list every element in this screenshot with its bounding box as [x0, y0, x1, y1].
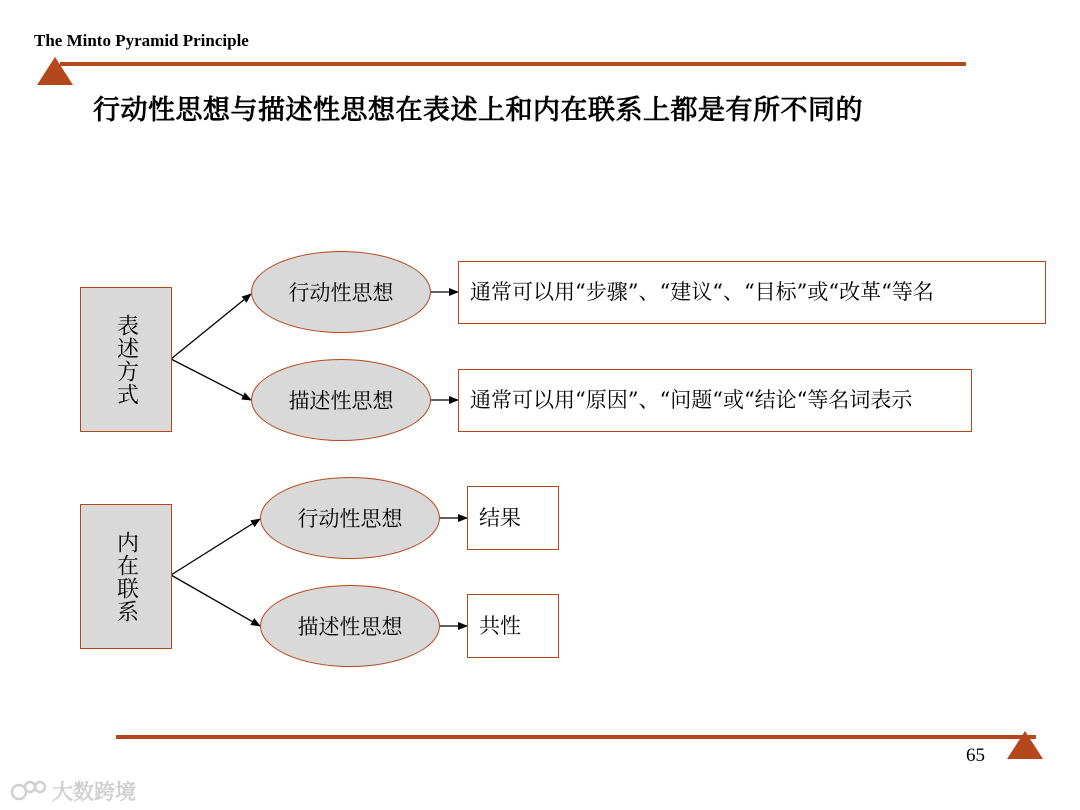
result-box-commonality: [467, 594, 559, 658]
node-action-thought: 行动性思想: [251, 251, 431, 333]
footer-triangle-icon: [1007, 731, 1043, 759]
category-box-expression: 表述方式: [80, 287, 172, 432]
watermark: [10, 776, 136, 806]
node-action-thought: 行动性思想: [260, 477, 440, 559]
result-box-descriptive-expression: [458, 369, 972, 432]
watermark-text: 大数跨境: [52, 780, 136, 804]
result-text: 通常可以用“步骤”、“建议“、“目标”或“改革“等名: [470, 280, 934, 304]
connector-arrow: [171, 519, 260, 575]
brand-logo-icon: [10, 779, 48, 803]
slide-title: 行动性思想与描述性思想在表述上和内在联系上都是有所不同的: [93, 95, 863, 126]
result-box-action-expression: [458, 261, 1046, 324]
category-box-internal-relation: 内在联系: [80, 504, 172, 649]
page-number: 65: [966, 745, 985, 766]
connector-arrow: [171, 359, 251, 400]
connector-arrow: [171, 294, 251, 359]
result-text: 结果: [479, 505, 521, 530]
result-box-outcome: [467, 486, 559, 550]
result-text: 共性: [479, 613, 521, 638]
node-descriptive-thought: 描述性思想: [260, 585, 440, 667]
footer-rule: [116, 735, 1036, 739]
presentation-header: The Minto Pyramid Principle: [34, 31, 249, 50]
node-descriptive-thought: 描述性思想: [251, 359, 431, 441]
result-text: 通常可以用“原因”、“问题“或“结论“等名词表示: [470, 388, 913, 412]
connector-arrow: [171, 575, 260, 626]
